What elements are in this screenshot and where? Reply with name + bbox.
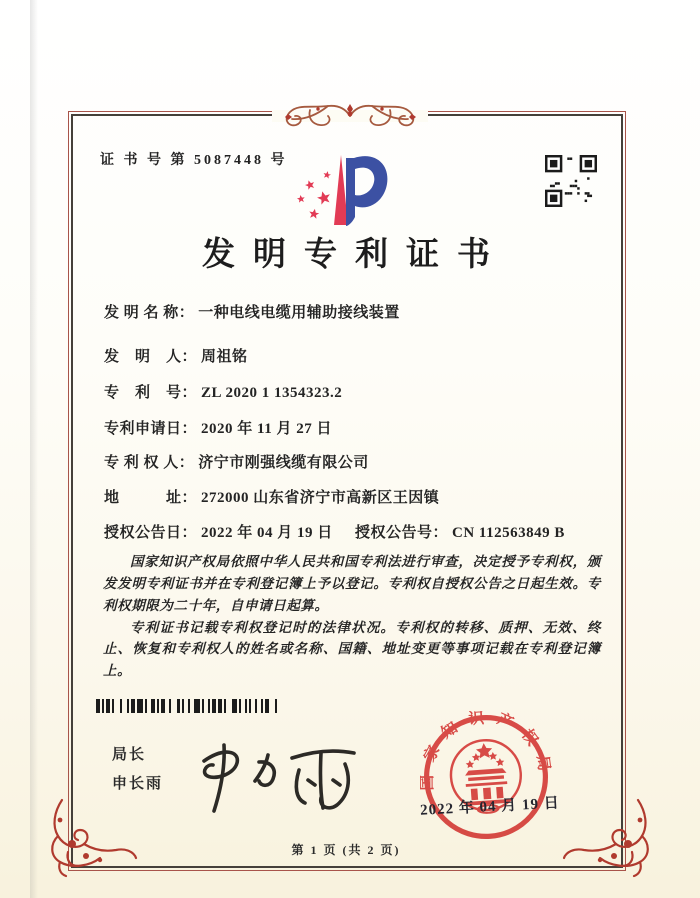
certificate-title: 发明专利证书 (202, 237, 508, 273)
corner-flourish-icon (42, 798, 138, 878)
field-label: 发 明 名 称： (104, 305, 195, 321)
field-label: 专利申请日： (104, 421, 198, 437)
field-label: 发 明 人： (104, 349, 198, 365)
page-number: 第 1 页 (共 2 页) (291, 843, 401, 857)
field-patent-number (104, 381, 604, 402)
field-grant-number (355, 521, 565, 542)
field-value: 一种电线电缆用辅助接线装置 (198, 305, 400, 321)
official-seal-icon (420, 711, 552, 843)
field-filing-date (104, 417, 604, 438)
legal-statement (103, 551, 601, 682)
legal-paragraph-1: 国家知识产权局依照中华人民共和国专利法进行审查，决定授予专利权，颁发发明专利证书并在专利登记簿上予以登记。专利权自授权公告之日起生效。专利权期限为二十年，自申请日起算。 (103, 554, 601, 613)
field-label: 专 利 号： (104, 385, 198, 401)
qr-code-icon (545, 155, 597, 207)
certificate-number: 证 书 号 第 5087448 号 (100, 153, 288, 168)
seal-date: 2022 年 04 月 19 日 (419, 795, 561, 819)
field-patentee (104, 451, 604, 472)
field-value: 周祖铭 (201, 349, 248, 365)
floral-ornament-icon (252, 90, 448, 140)
field-invention-name (104, 301, 604, 322)
field-grant-date (104, 521, 604, 542)
field-address (104, 486, 604, 507)
legal-paragraph-2: 专利证书记载专利权登记时的法律状况。专利权的转移、质押、无效、终止、恢复和专利权人的姓名或名称、国籍、地址变更等事项记载在专利登记簿上。 (103, 619, 601, 679)
field-value: 272000 山东省济宁市高新区王因镇 (201, 490, 440, 506)
field-value: 2022 年 04 月 19 日 (201, 525, 333, 541)
field-inventor (104, 345, 604, 366)
field-label: 地 址： (104, 490, 198, 506)
officer-block (112, 747, 163, 791)
field-label: 授权公告号： (355, 525, 449, 541)
field-value: 济宁市刚强线缆有限公司 (198, 455, 369, 471)
field-value: ZL 2020 1 1354323.2 (201, 385, 343, 401)
field-label: 授权公告日： (104, 525, 198, 541)
cnipa-logo-icon (282, 149, 400, 235)
field-label: 专 利 权 人： (104, 455, 195, 471)
seal-agency-text: 国家知识产权局 (420, 711, 552, 791)
field-value: 2020 年 11 月 27 日 (201, 421, 332, 437)
barcode-icon (96, 699, 282, 713)
scan-edge-shadow (30, 0, 38, 898)
signature-icon (180, 731, 378, 819)
field-value: CN 112563849 B (452, 525, 565, 541)
corner-flourish-icon (562, 798, 658, 878)
officer-name: 申长雨 (112, 775, 164, 792)
officer-title: 局长 (112, 746, 147, 763)
